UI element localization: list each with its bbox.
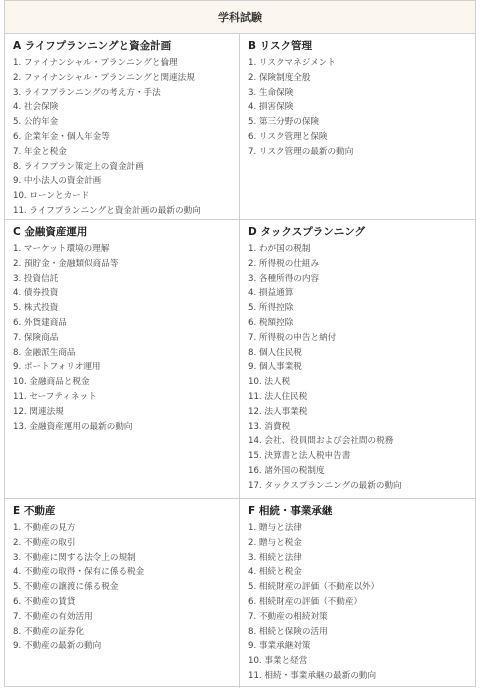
list-item: 6. 相続財産の評価（不動産） — [248, 596, 363, 607]
list-item: 1. マーケット環境の理解 — [13, 244, 110, 254]
list-item: 12. 法人事業税 — [248, 406, 308, 417]
section-list — [248, 56, 467, 160]
list-item: 1. わが国の税制 — [248, 244, 311, 254]
list-item: 8. 相続と保険の活用 — [248, 626, 328, 637]
list-item: 15. 決算書と法人税申告書 — [248, 451, 351, 462]
list-item: 4. 損害保険 — [248, 102, 294, 113]
list-item: 11. ライフプランニングと資金計画の最新の動向 — [13, 205, 201, 216]
list-item: 4. 債券投資 — [13, 288, 59, 299]
list-item: 11. 相続・事業承継の最新の動向 — [248, 670, 377, 681]
list-item: 4. 社会保険 — [13, 102, 59, 113]
section-heading: C 金融資産運用 — [13, 226, 88, 238]
list-item: 9. ポートフォリオ運用 — [13, 362, 101, 373]
list-item: 9. 中小法人の資金計画 — [13, 176, 102, 187]
list-item: 10. ローンとカード — [13, 191, 90, 202]
section-a — [5, 34, 240, 220]
list-item: 2. 預貯金・金融類似商品等 — [13, 258, 119, 269]
section-b — [240, 34, 475, 220]
list-item: 5. 株式投資 — [13, 303, 59, 314]
list-item: 4. 損益通算 — [248, 288, 294, 299]
list-item: 6. 不動産の賃貸 — [13, 596, 76, 607]
section-c — [5, 220, 240, 499]
list-item: 3. 生命保険 — [248, 87, 294, 98]
list-item: 5. 第三分野の保険 — [248, 117, 320, 128]
section-heading: F 相続・事業承継 — [248, 505, 333, 517]
list-item: 3. 相続と法律 — [248, 552, 302, 563]
list-item: 8. 個人住民税 — [248, 347, 302, 358]
list-item: 1. ファイナンシャル・プランニングと倫理 — [13, 58, 178, 68]
list-item: 6. 企業年金・個人年金等 — [13, 131, 110, 142]
syllabus-table — [4, 0, 476, 687]
list-item: 2. 保険制度全般 — [248, 72, 311, 83]
list-item: 2. 所得税の仕組み — [248, 258, 320, 269]
section-f — [240, 499, 475, 688]
list-item: 9. 事業承継対策 — [248, 641, 311, 652]
list-item: 1. 不動産の見方 — [13, 523, 76, 533]
section-list — [13, 521, 231, 654]
list-item: 7. 所得税の申告と納付 — [248, 332, 337, 343]
list-item: 2. 贈与と税金 — [248, 537, 302, 548]
list-item: 4. 相続と税金 — [248, 567, 302, 578]
list-item: 5. 不動産の譲渡に係る税金 — [13, 582, 119, 593]
list-item: 9. 個人事業税 — [248, 362, 302, 373]
list-item: 4. 不動産の取得・保有に係る税金 — [13, 567, 145, 578]
list-item: 6. リスク管理と保険 — [248, 131, 328, 142]
list-item: 7. 不動産の有効活用 — [13, 611, 93, 622]
list-item: 5. 所得控除 — [248, 303, 294, 314]
list-item: 16. 諸外国の税制度 — [248, 465, 325, 476]
list-item: 13. 金融資産運用の最新の動向 — [13, 421, 133, 432]
section-heading: B リスク管理 — [248, 40, 312, 52]
list-item: 3. ライフプランニングの考え方・手法 — [13, 87, 161, 98]
list-item: 3. 不動産に関する法令上の規制 — [13, 552, 136, 563]
list-item: 12. 関連法規 — [13, 406, 64, 417]
list-item: 6. 外貨建商品 — [13, 317, 67, 328]
list-item: 5. 相続財産の評価（不動産以外） — [248, 582, 380, 593]
section-heading: A ライフプランニングと資金計画 — [13, 40, 172, 52]
list-item: 8. 金融派生商品 — [13, 347, 76, 358]
list-item: 2. 不動産の取引 — [13, 537, 76, 548]
section-heading: E 不動産 — [13, 505, 56, 517]
list-item: 8. ライフプラン策定上の資金計画 — [13, 161, 144, 172]
list-item: 7. 年金と税金 — [13, 146, 67, 157]
list-item: 2. ファイナンシャル・プランニングと関連法規 — [13, 72, 195, 83]
section-d — [240, 220, 475, 499]
list-item: 7. リスク管理の最新の動向 — [248, 146, 354, 157]
list-item: 3. 投資信託 — [13, 273, 59, 284]
list-item: 6. 税額控除 — [248, 317, 294, 328]
table-title: 学科試験 — [5, 1, 475, 34]
list-item: 1. 贈与と法律 — [248, 523, 302, 533]
list-item: 5. 公的年金 — [13, 117, 59, 128]
section-list — [248, 242, 467, 494]
list-item: 10. 金融商品と税金 — [13, 377, 90, 388]
list-item: 11. 法人住民税 — [248, 391, 308, 402]
list-item: 7. 不動産の相続対策 — [248, 611, 328, 622]
list-item: 8. 不動産の証券化 — [13, 626, 85, 637]
list-item: 3. 各種所得の内容 — [248, 273, 320, 284]
list-item: 13. 消費税 — [248, 421, 291, 432]
list-item: 14. 会社、役員間および会社間の税務 — [248, 436, 394, 447]
list-item: 11. セーフティネット — [13, 391, 97, 402]
section-list — [248, 521, 467, 684]
list-item: 10. 事業と経営 — [248, 656, 308, 667]
section-list — [13, 242, 231, 434]
section-list — [13, 56, 231, 219]
section-e — [5, 499, 240, 688]
section-heading: D タックスプランニング — [248, 226, 366, 238]
list-item: 17. タックスプランニングの最新の動向 — [248, 480, 402, 491]
list-item: 10. 法人税 — [248, 377, 291, 388]
list-item: 9. 不動産の最新の動向 — [13, 641, 102, 652]
list-item: 7. 保険商品 — [13, 332, 59, 343]
list-item: 1. リスクマネジメント — [248, 58, 336, 68]
